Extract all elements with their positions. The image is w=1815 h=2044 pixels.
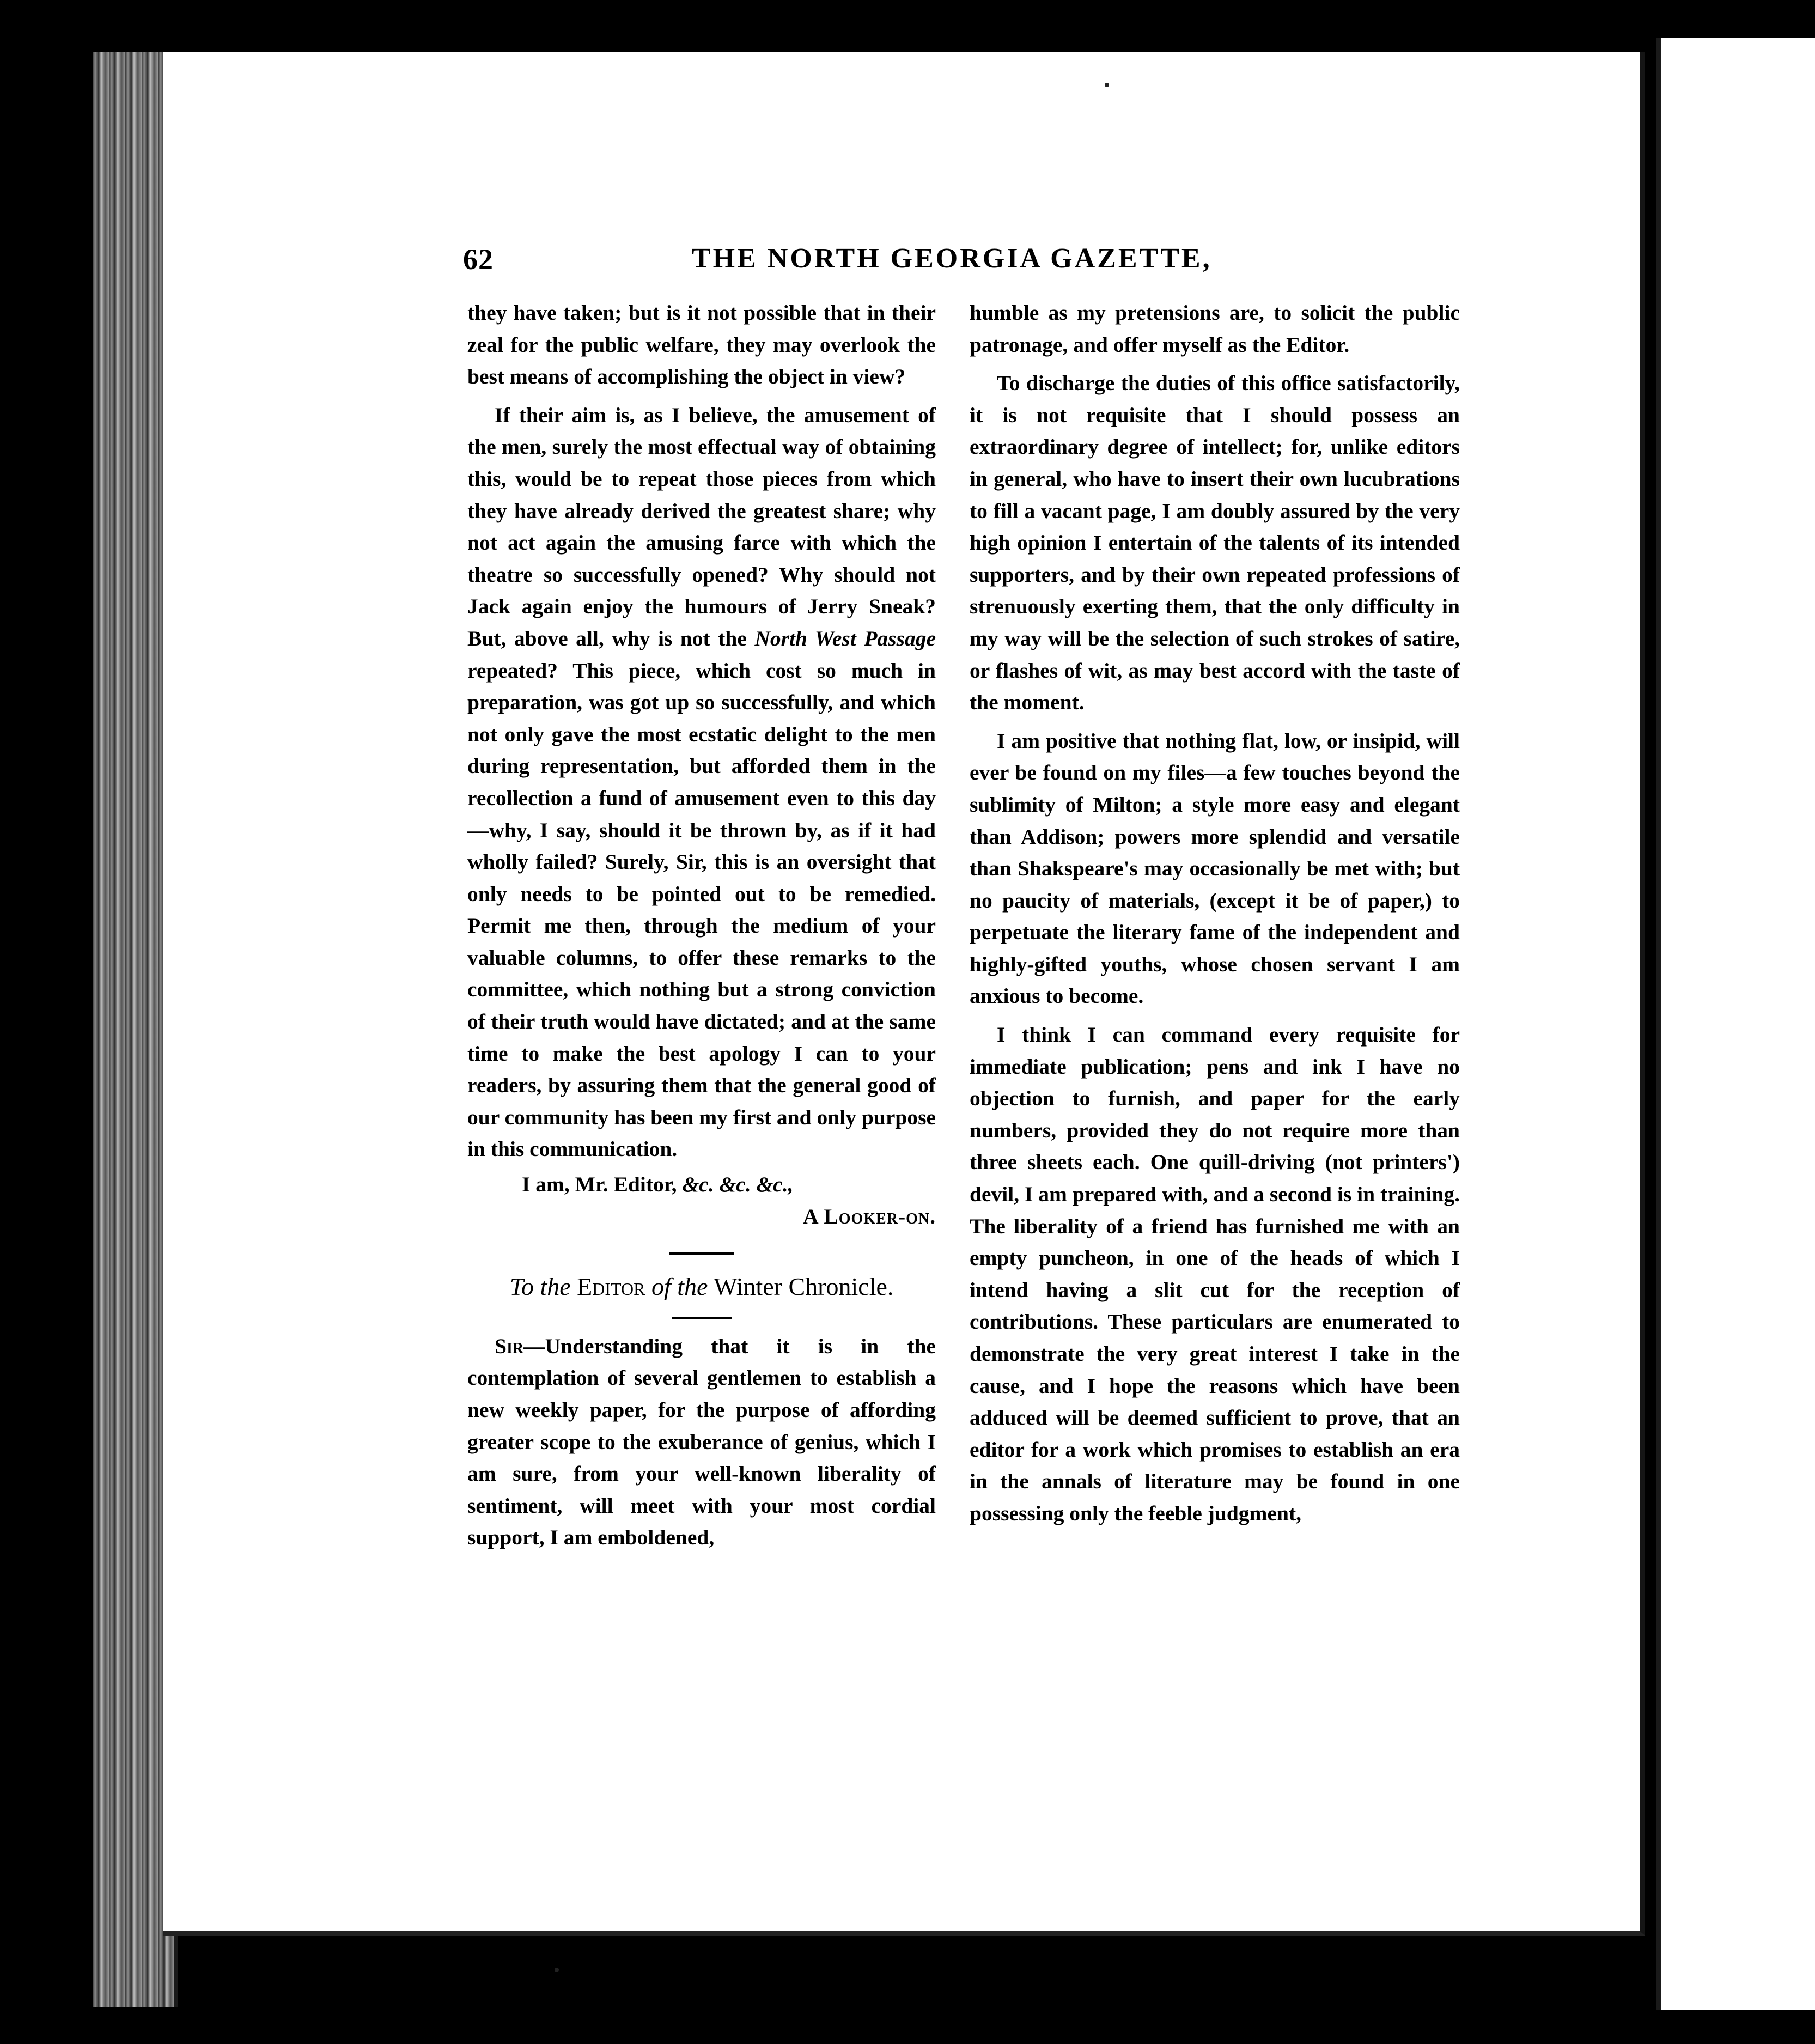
page-number: 62 — [463, 243, 494, 276]
signature: A Looker-on. — [803, 1204, 936, 1228]
paragraph: they have taken; but is it not possible that in their zeal for the public welfare, they may overlook the best means of accomplishing the object in view? — [467, 301, 936, 389]
paragraph: Sir—Understanding that it is in the contemplation of several gentlemen to establish a new weekly paper, for the purpose of affording greater scope to the exuberance of genius, which I am sure, from your well-known liberality of sentiment, will meet with your most cordial support, I am emboldened, — [467, 1334, 936, 1550]
letter-closing: I am, Mr. Editor, &c. &c. &c., — [522, 1172, 794, 1197]
salutation: Sir — [495, 1334, 524, 1358]
italic-title: North West Passage — [754, 626, 936, 650]
facing-page-edge — [1656, 38, 1815, 2010]
paragraph: humble as my pretensions are, to solicit the public patronage, and offer myself as the Editor. — [970, 301, 1460, 357]
paragraph: I am positive that nothing flat, low, or insipid, will ever be found on my files—a few touches beyond the sublimity of Milton; a style more easy and elegant than Addison; powers more splendid and versatile than Shakspeare's may occasionally be met with; but no paucity of materials, (except it be of paper,) to perpetuate the literary fame of the independent and highly-gifted youths, whose chosen servant I am anxious to become. — [970, 728, 1460, 1008]
page-header — [463, 242, 1367, 281]
right-column — [970, 297, 1460, 1530]
letter-heading: To the Editor of the Winter Chronicle. — [509, 1273, 894, 1301]
paragraph: If their aim is, as I believe, the amusement of the men, surely the most effectual way of obtaining this, would be to repeat those pieces from which they have already derived the greatest share; why not act again the amusing farce with which the theatre so successfully opened? Why should not Jack again enjoy the humours of Jerry Sneak? But, above all, why is not the North West Passage repeated? This piece, which cost so much in preparation, was got up so successfully, and which not only gave the most ecstatic delight to the men during representation, but afforded them in the recollection a fund of amusement even to this day—why, I say, should it be thrown by, as if it had wholly failed? Surely, Sir, this is an oversight that only needs to be pointed out to be remedied. Permit me then, through the medium of your valuable columns, to offer these remarks to the committee, which nothing but a strong conviction of their truth would have dictated; and at the same time to make the best apology I can to your readers, by assuring them that the general good of our community has been my first and only purpose in this communication. — [467, 403, 936, 1161]
running-title: THE NORTH GEORGIA GAZETTE, — [692, 243, 1212, 274]
paragraph: I think I can command every requisite for immediate publication; pens and ink I have no objection to furnish, and paper for the early numbers, provided they do not require more than three sheets each. One quill-driving (not printers') devil, I am prepared with, and a second is in training. The liberality of a friend has furnished me with an empty puncheon, in one of the heads of which I intend having a slit cut for the reception of contributions. These particulars are enumerated to demonstrate the very great interest I take in the cause, and I hope the reasons which have been adduced will be deemed sufficient to prove, that an editor for a work which promises to establish an era in the annals of literature may be found in one possessing only the feeble judgment, — [970, 1023, 1460, 1525]
paragraph: To discharge the duties of this office satisfactorily, it is not requisite that I should possess an extraordinary degree of intellect; for, unlike editors in general, who have to insert their own lucubrations to fill a vacant page, I am doubly assured by the very high opinion I entertain of the talents of its intended supporters, and by their own repeated professions of strenuously exerting them, that the only difficulty in my way will be the selection of such strokes of satire, or flashes of wit, as may best accord with the taste of the moment. — [970, 371, 1460, 715]
section-divider — [669, 1252, 734, 1255]
left-column — [467, 297, 936, 1554]
speck-mark — [555, 1968, 559, 1972]
heading-divider — [672, 1317, 732, 1319]
speck-mark — [1105, 83, 1109, 87]
